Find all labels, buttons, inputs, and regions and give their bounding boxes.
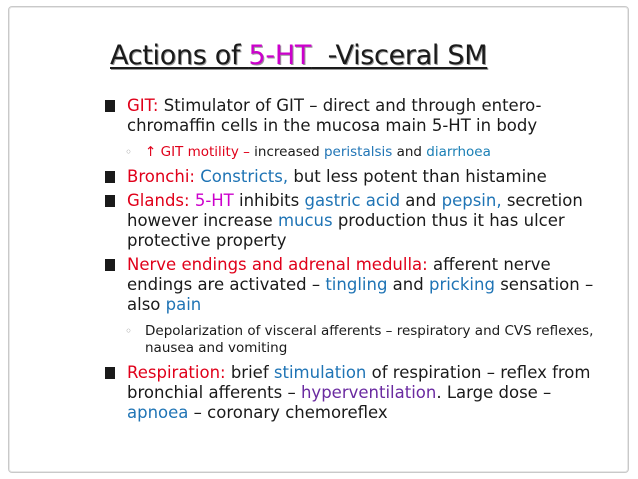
bullet-nerve-endings bbox=[105, 255, 615, 315]
git-text: Stimulator of GIT – direct and through entero-chromaffin cells in the mucosa main 5-HT in body bbox=[127, 96, 542, 135]
bullet-git bbox=[105, 96, 615, 136]
square-bullet-icon bbox=[105, 195, 115, 207]
and-text: and bbox=[392, 144, 427, 160]
respiration-label: Respiration: bbox=[127, 363, 226, 382]
title-prefix: Actions of bbox=[110, 40, 249, 71]
title-highlight: 5-HT bbox=[248, 40, 312, 71]
hyperventilation-text: hyperventilation bbox=[300, 383, 437, 402]
nerve-t2: and bbox=[387, 275, 429, 294]
resp-t1: brief bbox=[225, 363, 274, 382]
pricking-text: pricking bbox=[428, 275, 495, 294]
resp-t4: – coronary chemoreflex bbox=[188, 403, 388, 422]
bullet-glands bbox=[105, 191, 615, 251]
stimulation-text: stimulation bbox=[273, 363, 367, 382]
pepsin-text: pepsin, bbox=[441, 191, 502, 210]
slide-title bbox=[110, 40, 487, 71]
sub-bullet-depolarization bbox=[105, 323, 615, 357]
sub-bullet-icon: ◦ bbox=[125, 324, 133, 338]
diarrhoea-text: diarrhoea bbox=[426, 144, 491, 160]
git-motility-label: GIT motility – bbox=[160, 144, 250, 160]
constricts-text: Constricts, bbox=[194, 167, 289, 186]
resp-t2: of respiration – reflex from bronchial afferents – bbox=[127, 363, 591, 402]
bronchi-rest: but less potent than histamine bbox=[288, 167, 547, 186]
square-bullet-icon bbox=[105, 171, 115, 183]
gastric-acid-text: gastric acid bbox=[304, 191, 401, 210]
slide-content bbox=[105, 96, 615, 427]
resp-t3: . Large dose – bbox=[436, 383, 552, 402]
glands-t1: inhibits bbox=[233, 191, 305, 210]
bronchi-label: Bronchi: bbox=[127, 167, 195, 186]
sub-bullet-icon: ◦ bbox=[125, 145, 133, 159]
tingling-text: tingling bbox=[325, 275, 388, 294]
apnoea-text: apnoea bbox=[127, 403, 189, 422]
bullet-respiration bbox=[105, 363, 615, 423]
peristalsis-text: peristalsis bbox=[323, 144, 393, 160]
square-bullet-icon bbox=[105, 367, 115, 379]
glands-t3: secretion however increase bbox=[127, 191, 583, 230]
mucus-text: mucus bbox=[277, 211, 333, 230]
pain-text: pain bbox=[165, 295, 202, 314]
nerve-t3: sensation – also bbox=[127, 275, 594, 314]
sub-bullet-git-motility bbox=[105, 144, 615, 161]
bullet-bronchi bbox=[105, 167, 615, 187]
git-label: GIT: bbox=[127, 96, 159, 115]
square-bullet-icon bbox=[105, 100, 115, 112]
nerve-label: Nerve endings and adrenal medulla: bbox=[127, 255, 428, 274]
square-bullet-icon bbox=[105, 259, 115, 271]
title-suffix: -Visceral SM bbox=[311, 40, 488, 71]
nerve-t1: afferent nerve endings are activated – bbox=[127, 255, 551, 294]
up-arrow-icon: ↑ bbox=[145, 144, 157, 160]
glands-t4: production thus it has ulcer protective property bbox=[127, 211, 565, 250]
glands-label: Glands: bbox=[127, 191, 190, 210]
increased-text: increased bbox=[249, 144, 324, 160]
glands-t2: and bbox=[400, 191, 442, 210]
depolarization-text: Depolarization of visceral afferents – respiratory and CVS reflexes, nausea and vomiting bbox=[145, 323, 594, 356]
glands-5ht: 5-HT bbox=[189, 191, 234, 210]
